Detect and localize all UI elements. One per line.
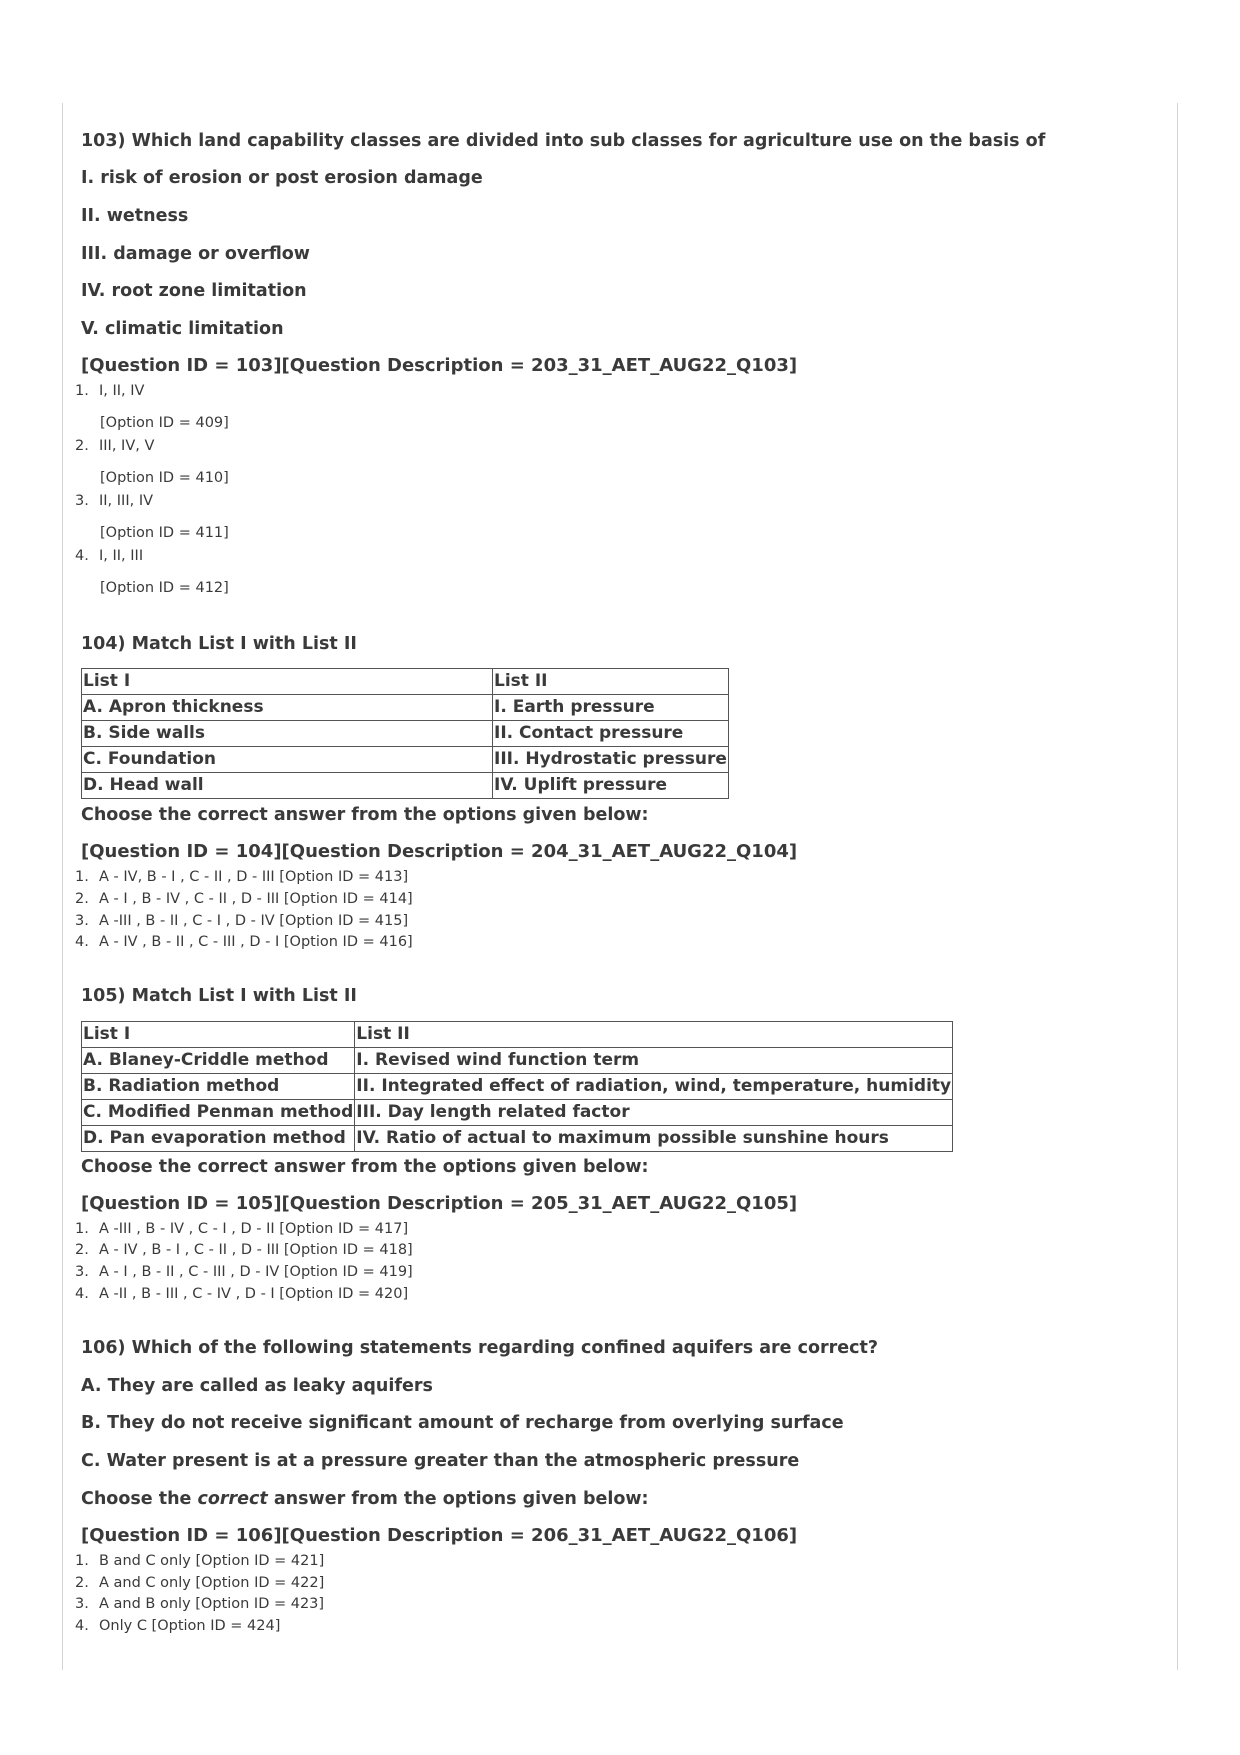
option-number: 3. — [75, 1596, 89, 1612]
option-text: III, IV, V — [99, 438, 155, 454]
table-cell: A. Apron thickness — [82, 695, 493, 721]
option-number: 4. — [75, 934, 89, 950]
option-number: 4. — [75, 548, 89, 564]
option-number: 3. — [75, 1264, 89, 1280]
choose-text-pre: Choose the — [81, 1489, 198, 1509]
option-text: Only C [Option ID = 424] — [99, 1618, 281, 1634]
table-cell: List II — [355, 1022, 953, 1048]
option-number: 1. — [75, 1553, 89, 1569]
table-cell: C. Modified Penman method — [82, 1100, 355, 1126]
table-cell: List II — [493, 669, 729, 695]
table-cell: IV. Uplift pressure — [493, 773, 729, 799]
option-number: 3. — [75, 913, 89, 929]
question-stem: 103) Which land capability classes are divided into sub classes for agriculture use on the basis of — [81, 131, 1046, 151]
question-stem: 105) Match List I with List II — [81, 986, 357, 1006]
table-cell: I. Earth pressure — [493, 695, 729, 721]
option-item — [75, 547, 143, 565]
option-item — [75, 1285, 408, 1303]
table-cell: II. Integrated effect of radiation, wind, temperature, humidity — [355, 1074, 953, 1100]
option-text: A - I , B - IV , C - II , D - III [Option ID = 414] — [99, 891, 413, 907]
option-text: I, II, IV — [99, 383, 145, 399]
table-cell: A. Blaney-Criddle method — [82, 1048, 355, 1074]
table-row — [82, 1048, 953, 1074]
table-cell: III. Day length related factor — [355, 1100, 953, 1126]
table-row — [82, 721, 729, 747]
option-number: 1. — [75, 1221, 89, 1237]
option-text: A - IV, B - I , C - II , D - III [Option ID = 413] — [99, 869, 409, 885]
match-table — [81, 1021, 953, 1152]
statement-item: A. They are called as leaky aquifers — [81, 1376, 433, 1396]
option-number: 2. — [75, 891, 89, 907]
choose-text-post: answer from the options given below: — [267, 1489, 649, 1509]
option-text: A and B only [Option ID = 423] — [99, 1596, 325, 1612]
option-id: [Option ID = 411] — [100, 525, 229, 541]
option-item — [75, 868, 408, 886]
table-cell: List I — [82, 1022, 355, 1048]
question-id: [Question ID = 106][Question Description = 206_31_AET_AUG22_Q106] — [81, 1525, 798, 1546]
option-text: A - I , B - II , C - III , D - IV [Option ID = 419] — [99, 1264, 413, 1280]
match-table — [81, 668, 729, 799]
statement-item: C. Water present is at a pressure greater than the atmospheric pressure — [81, 1451, 800, 1471]
table-row — [82, 747, 729, 773]
choose-instruction — [81, 1488, 649, 1510]
table-row — [82, 1100, 953, 1126]
option-item — [75, 492, 153, 510]
choose-instruction: Choose the correct answer from the options given below: — [81, 1157, 649, 1177]
table-row — [82, 1074, 953, 1100]
table-cell: List I — [82, 669, 493, 695]
table-cell: III. Hydrostatic pressure — [493, 747, 729, 773]
table-row — [82, 1126, 953, 1152]
table-row — [82, 695, 729, 721]
option-item — [75, 1241, 413, 1259]
option-text: A -III , B - II , C - I , D - IV [Option ID = 415] — [99, 913, 409, 929]
statement-item: II. wetness — [81, 206, 189, 226]
left-margin-rule — [62, 103, 63, 1670]
statement-item: IV. root zone limitation — [81, 281, 307, 301]
statement-item: V. climatic limitation — [81, 319, 284, 339]
option-text: A - IV , B - I , C - II , D - III [Option ID = 418] — [99, 1242, 413, 1258]
table-cell: D. Pan evaporation method — [82, 1126, 355, 1152]
option-item — [75, 1574, 324, 1592]
choose-instruction: Choose the correct answer from the options given below: — [81, 805, 649, 825]
table-cell: D. Head wall — [82, 773, 493, 799]
option-number: 4. — [75, 1286, 89, 1302]
table-row — [82, 773, 729, 799]
table-cell: I. Revised wind function term — [355, 1048, 953, 1074]
table-row — [82, 1022, 953, 1048]
option-id: [Option ID = 409] — [100, 415, 229, 431]
option-item — [75, 890, 413, 908]
option-number: 2. — [75, 1242, 89, 1258]
option-number: 2. — [75, 438, 89, 454]
table-row — [82, 669, 729, 695]
right-margin-rule — [1177, 103, 1178, 1670]
question-stem: 104) Match List I with List II — [81, 634, 357, 654]
option-item — [75, 933, 413, 951]
table-cell: C. Foundation — [82, 747, 493, 773]
option-text: A -III , B - IV , C - I , D - II [Option ID = 417] — [99, 1221, 409, 1237]
table-cell: II. Contact pressure — [493, 721, 729, 747]
option-text: II, III, IV — [99, 493, 154, 509]
option-text: A -II , B - III , C - IV , D - I [Option ID = 420] — [99, 1286, 409, 1302]
option-item — [75, 1220, 408, 1238]
option-item — [75, 1263, 413, 1281]
option-id: [Option ID = 410] — [100, 470, 229, 486]
option-item — [75, 1552, 324, 1570]
option-number: 1. — [75, 869, 89, 885]
option-item — [75, 382, 144, 400]
option-number: 1. — [75, 383, 89, 399]
option-text: B and C only [Option ID = 421] — [99, 1553, 325, 1569]
question-id: [Question ID = 103][Question Description = 203_31_AET_AUG22_Q103] — [81, 355, 798, 376]
option-item — [75, 912, 408, 930]
option-number: 3. — [75, 493, 89, 509]
question-id: [Question ID = 104][Question Description = 204_31_AET_AUG22_Q104] — [81, 841, 798, 862]
option-item — [75, 1595, 324, 1613]
choose-emphasis: correct — [197, 1489, 268, 1509]
question-id: [Question ID = 105][Question Description = 205_31_AET_AUG22_Q105] — [81, 1193, 798, 1214]
statement-item: I. risk of erosion or post erosion damage — [81, 168, 483, 188]
table-cell: B. Radiation method — [82, 1074, 355, 1100]
option-item — [75, 437, 154, 455]
table-cell: IV. Ratio of actual to maximum possible sunshine hours — [355, 1126, 953, 1152]
question-stem: 106) Which of the following statements regarding confined aquifers are correct? — [81, 1338, 879, 1358]
option-text: I, II, III — [99, 548, 144, 564]
option-id: [Option ID = 412] — [100, 580, 229, 596]
option-text: A - IV , B - II , C - III , D - I [Option ID = 416] — [99, 934, 413, 950]
option-item — [75, 1617, 280, 1635]
option-number: 4. — [75, 1618, 89, 1634]
option-number: 2. — [75, 1575, 89, 1591]
statement-item: B. They do not receive significant amount of recharge from overlying surface — [81, 1413, 844, 1433]
statement-item: III. damage or overflow — [81, 244, 310, 264]
option-text: A and C only [Option ID = 422] — [99, 1575, 325, 1591]
table-cell: B. Side walls — [82, 721, 493, 747]
